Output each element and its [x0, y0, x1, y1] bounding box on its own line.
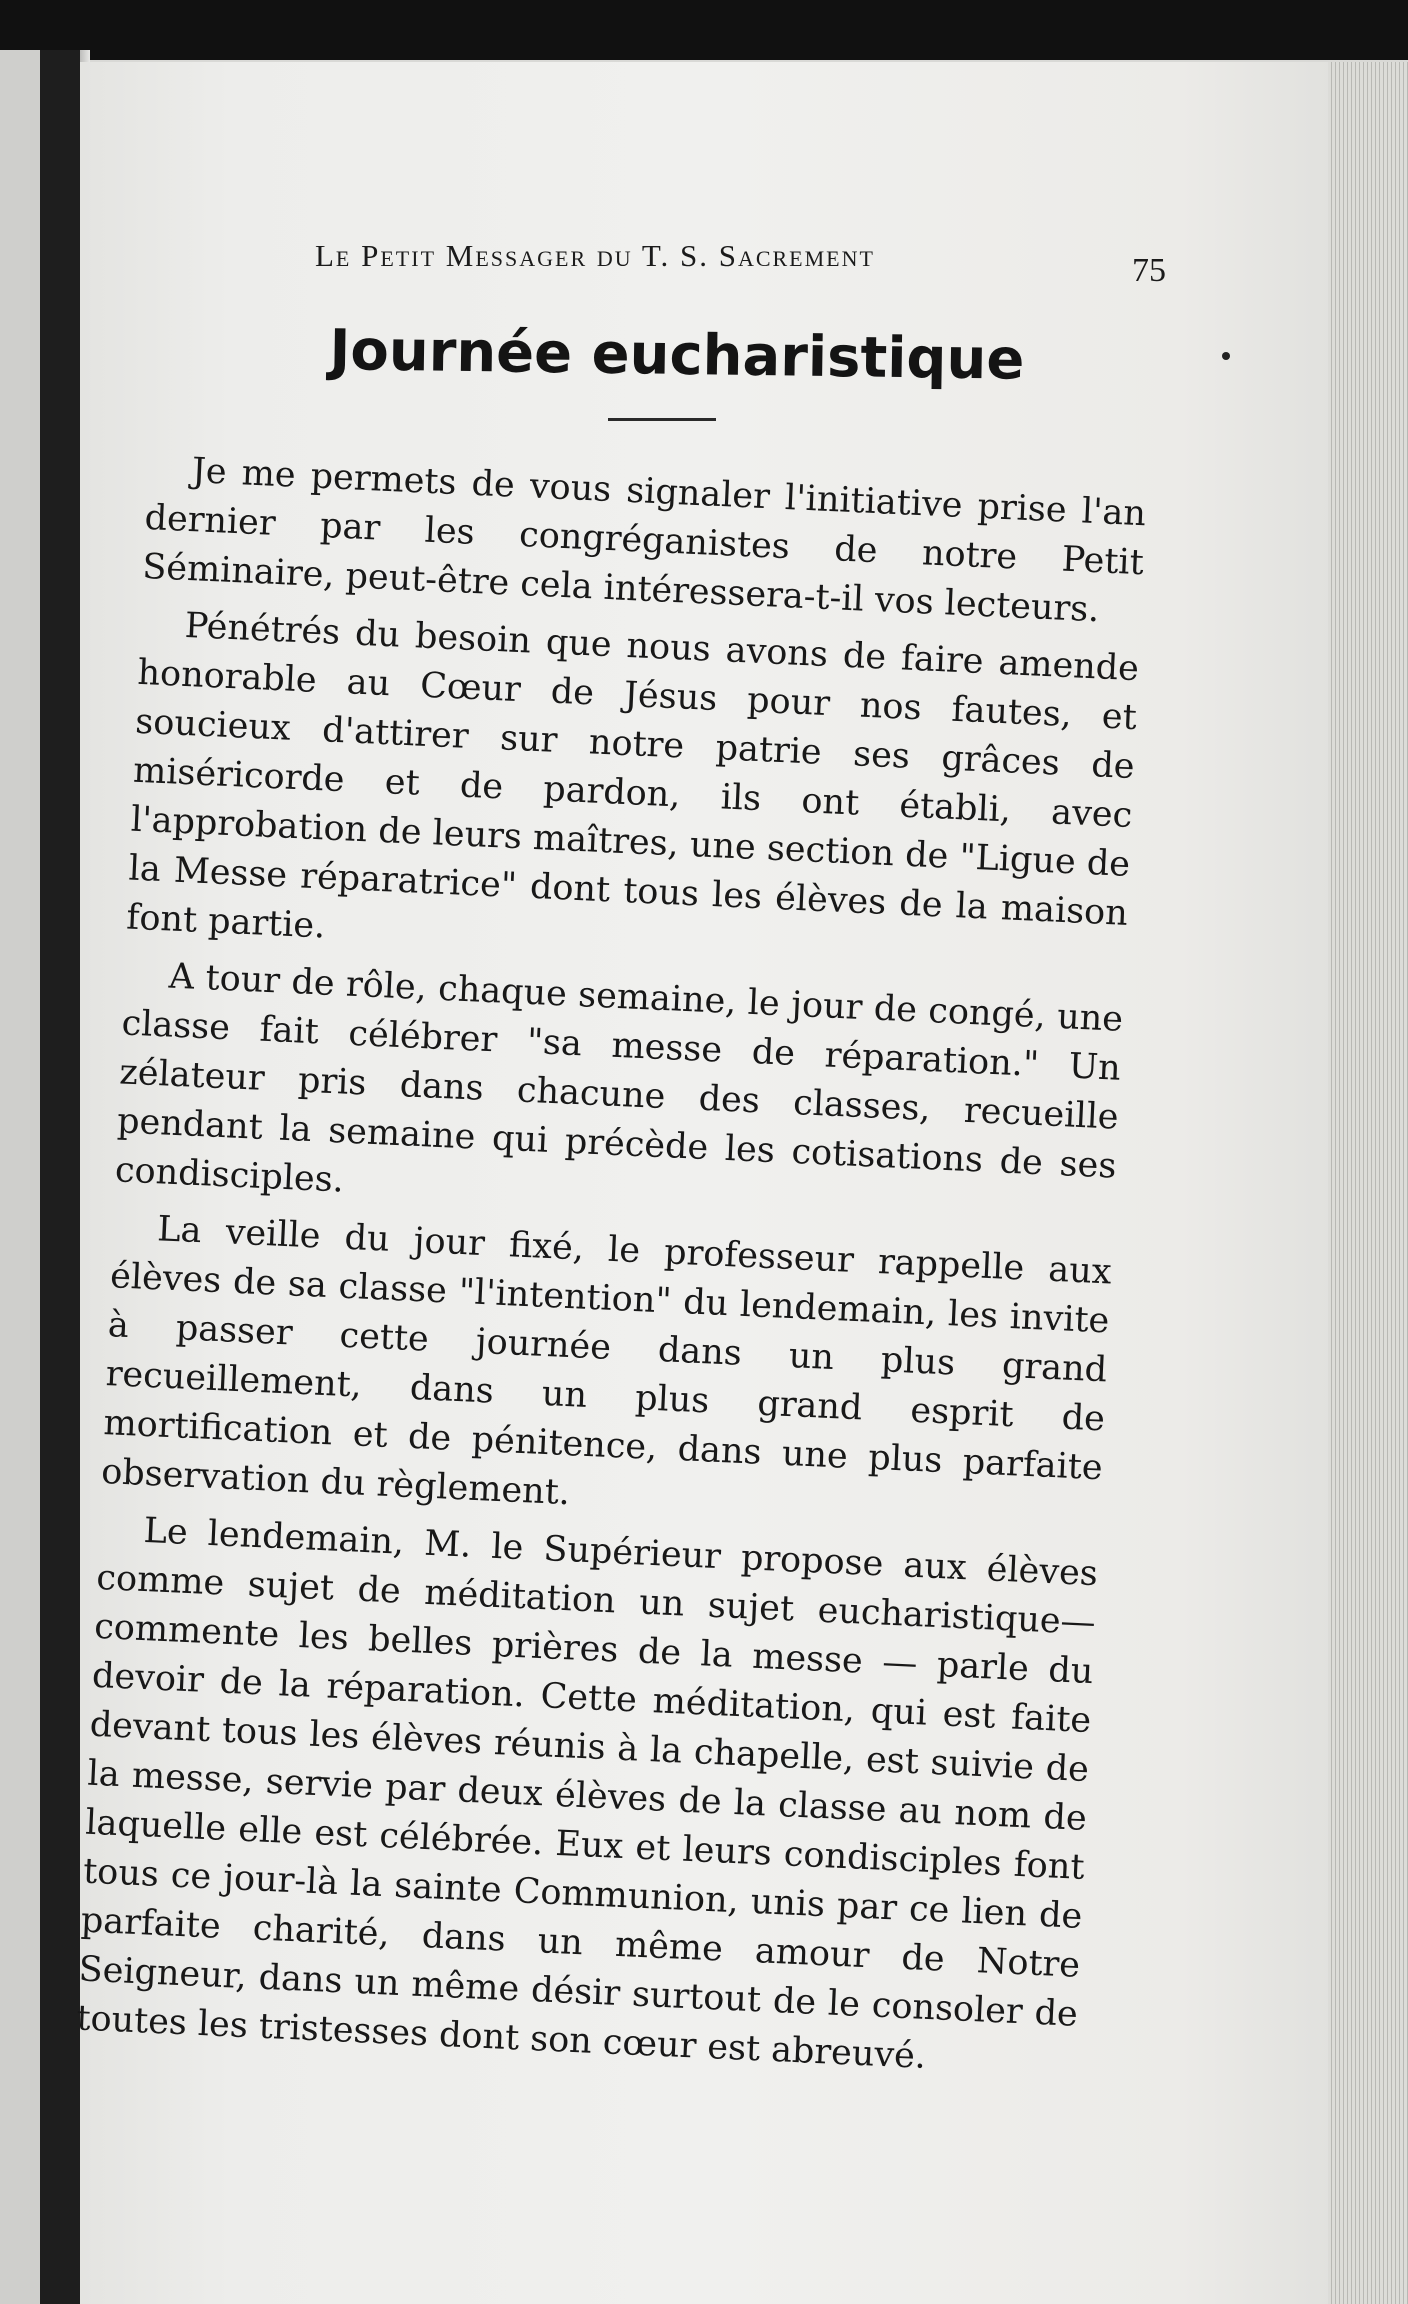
running-head [315, 238, 1175, 274]
book-spine-edge [0, 50, 90, 2304]
running-head-title: Le Petit Messager du T. S. Sacrement [315, 238, 875, 273]
paragraph: Je me permets de vous signaler l'initiative prise l'an dernier par les congréganistes de notre Petit Séminaire, peut-être cela intéressera-t-il vos lecteurs. [141, 451, 1147, 631]
page-stack-edge [1328, 62, 1408, 2304]
paragraph: Le lendemain, M. le Supérieur propose aux élèves comme sujet de méditation un sujet eucharistique—commente les belles prières de la messe — parle du devoir de la réparation. Cette méditation, qui est faite devant tous les élèves réunis à la chapelle, est suivie de la messe, servie par deux élèves de la classe au nom de laquelle elle est célébrée. Eux et leurs condisciples font tous ce jour-là la sainte Communion, unis par ce lien de parfaite charité, dans un même amour de Notre Seigneur, dans un même désir surtout de le consoler de toutes les tristesses dont son cœur est abreuvé. [75, 1510, 1099, 2077]
paragraph: Pénétrés du besoin que nous avons de faire amende honorable au Cœur de Jésus pour nos fautes, et soucieux d'attirer sur notre patrie ses grâces de miséricorde et de pardon, ils ont établi, avec l'approbation de leurs maîtres, une section de "Ligue de la Messe réparatrice" dont tous les élèves de la maison font partie. [125, 605, 1140, 947]
scan-top-border [0, 0, 1408, 60]
article-title: Journée eucharistique [329, 318, 1025, 393]
paragraph: A tour de rôle, chaque semaine, le jour de congé, une classe fait célébrer "sa messe de réparation." Un zélateur pris dans chacune des classes, recueille pendant la semaine qui précède les cotisations de ses condisciples. [114, 956, 1124, 1201]
page-number: 75 [1132, 252, 1166, 289]
title-divider [608, 418, 716, 421]
article-body [75, 445, 1147, 2097]
ink-speck [1222, 352, 1230, 360]
paragraph: La veille du jour fixé, le professeur rappelle aux élèves de sa classe "l'intention" du lendemain, les invite à passer cette journée dans un plus grand recueillement, dans un plus grand esprit de mortification et de pénitence, dans une plus parfaite observation du règlement. [100, 1209, 1113, 1514]
